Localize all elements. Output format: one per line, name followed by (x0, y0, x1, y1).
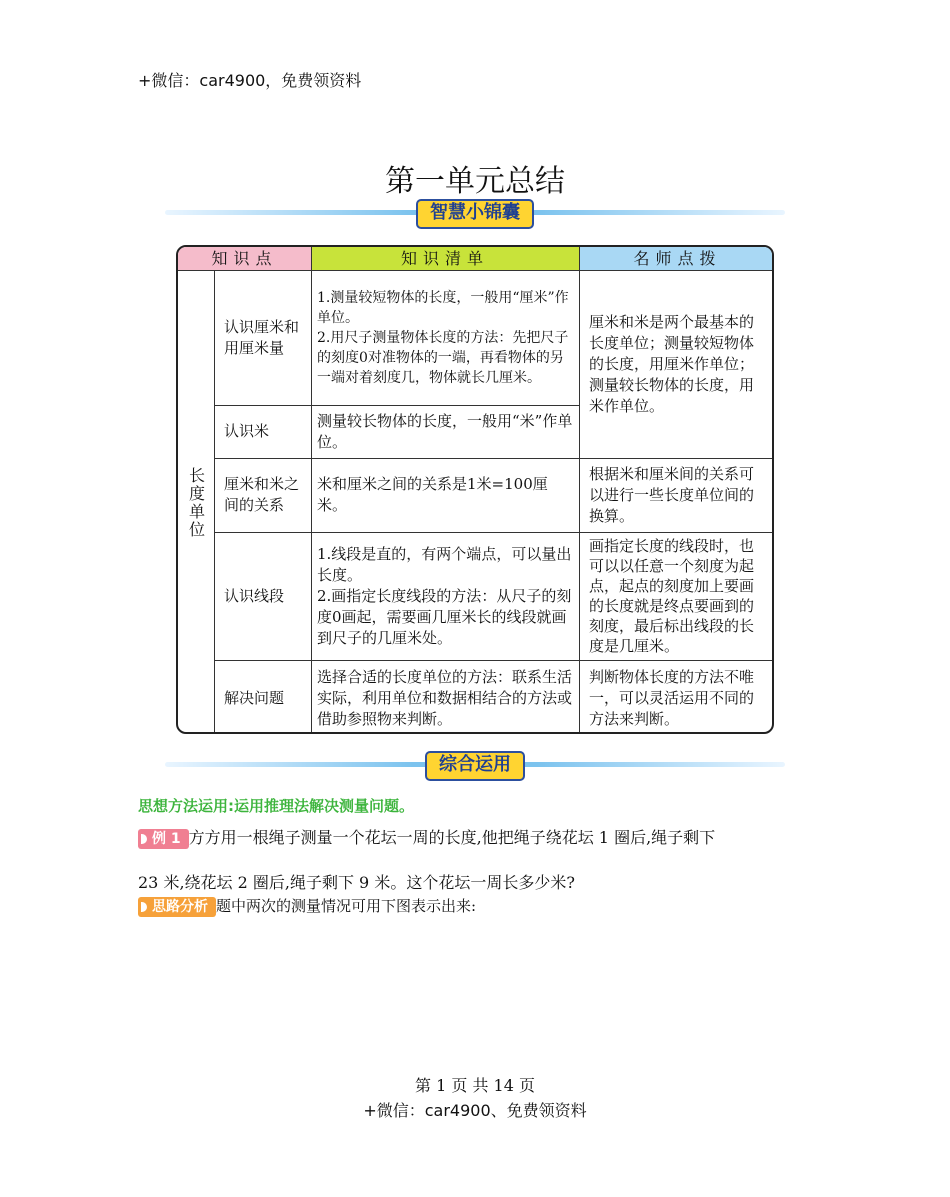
list-m: 测量较长物体的长度，一般用“米”作单位。 (317, 411, 573, 451)
example-text-2: 23 米,绕花坛 2 圈后,绳子剩下 9 米。这个花坛一周长多少米? (138, 873, 575, 892)
topic-segment: 认识线段 (224, 586, 285, 605)
example-tag: 例 1 (138, 829, 189, 849)
banner-application (165, 751, 785, 777)
example-text-1: 方方用一根绳子测量一个花坛一周的长度,他把绳子绕花坛 1 圈后,绳子剩下 (188, 828, 716, 847)
topic-m: 认识米 (224, 422, 270, 440)
topic-relation: 厘米和米之间的关系 (224, 475, 300, 514)
analysis-tag: 思路分析 (138, 897, 216, 917)
knowledge-table (176, 245, 774, 734)
header-note: +微信：car4900，免费领资料 (138, 71, 362, 90)
footer-note: +微信：car4900、免费领资料 (363, 1101, 587, 1120)
example-line-1 (138, 825, 715, 849)
page-title: 第一单元总结 (385, 164, 565, 199)
category-label: 长度单位 (186, 467, 206, 539)
tip-segment: 画指定长度的线段时，也可以以任意一个刻度为起点，起点的刻度加上要画的长度就是终点要画到的刻度，最后标出线段的长度是几厘米。 (589, 537, 755, 655)
tip-problem: 判断物体长度的方法不唯一，可以灵活运用不同的方法来判断。 (589, 667, 755, 728)
list-relation: 米和厘米之间的关系是1米=100厘米。 (317, 475, 548, 514)
tip-cm-m: 厘米和米是两个最基本的长度单位；测量较短物体的长度，用厘米作单位；测量较长物体的长度，用米作单位。 (589, 312, 755, 415)
page-number: 第 1 页 共 14 页 (415, 1076, 535, 1095)
tip-relation: 根据米和厘米间的关系可以进行一些长度单位间的换算。 (589, 464, 755, 525)
list-segment: 1.线段是直的，有两个端点，可以量出长度。 2.画指定长度线段的方法：从尺子的刻度0画起，需要画几厘米长的线段就画到尺子的几厘米处。 (317, 544, 572, 647)
list-problem: 选择合适的长度单位的方法：联系生活实际，利用单位和数据相结合的方法或借助参照物来判断。 (317, 667, 573, 728)
list-cm: 1.测量较短物体的长度，一般用“厘米”作单位。 2.用尺子测量物体长度的方法：先把尺子的刻度0对准物体的一端，再看物体的另一端对着刻度几，物体就长几厘米。 (317, 289, 569, 386)
section-heading: 思想方法运用:运用推理法解决测量问题。 (138, 797, 415, 815)
analysis-line (138, 895, 476, 917)
header-teacher-tips: 名师点拨 (579, 247, 774, 270)
banner-application-label: 综合运用 (425, 751, 525, 781)
banner-tips (165, 199, 785, 225)
header-knowledge-list: 知识清单 (311, 247, 579, 270)
banner-tips-label: 智慧小锦囊 (416, 199, 534, 229)
analysis-text: 题中两次的测量情况可用下图表示出来: (216, 897, 477, 915)
header-knowledge-point: 知识点 (178, 247, 311, 270)
topic-problem: 解决问题 (224, 688, 285, 707)
topic-cm: 认识厘米和用厘米量 (224, 317, 300, 357)
